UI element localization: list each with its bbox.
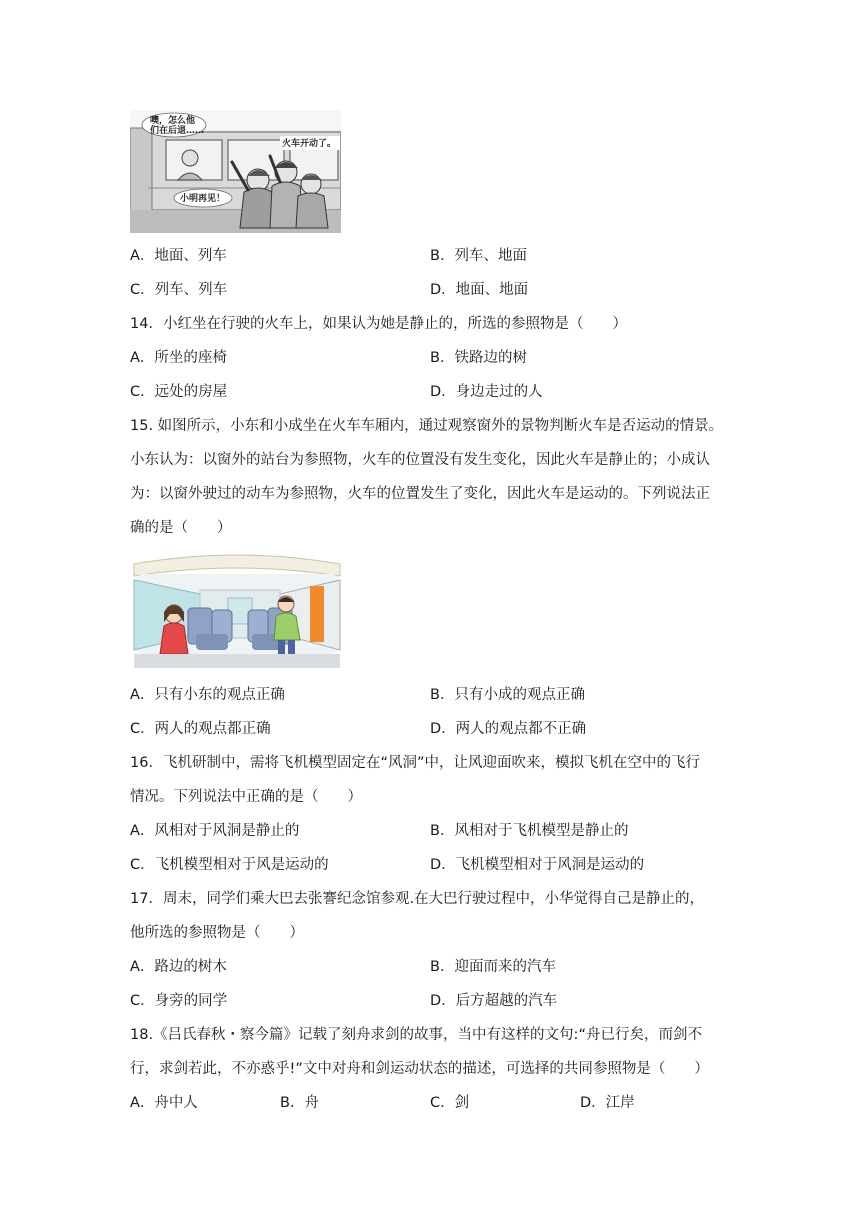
q17-option-c: C．身旁的同学 (130, 993, 228, 1009)
q16-option-b: B．风相对于飞机模型是静止的 (430, 823, 629, 839)
q16-option-d: D．飞机模型相对于风洞是运动的 (430, 857, 645, 873)
q18-stem-line2: 行，求剑若此，不亦惑乎!”文中对舟和剑运动状态的描述，可选择的共同参照物是（ ） (130, 1061, 709, 1077)
q13-option-b: B．列车、地面 (430, 248, 527, 264)
q14-option-d: D．身边走过的人 (430, 384, 543, 400)
q14-stem: 14．小红坐在行驶的火车上，如果认为她是静止的，所选的参照物是（ ） (130, 316, 627, 332)
q17-option-b: B．迎面而来的汽车 (430, 959, 556, 975)
q17-stem-line2: 他所选的参照物是（ ） (130, 925, 304, 941)
q18-option-a: A．舟中人 (130, 1095, 198, 1111)
q15-stem-line1: 15. 如图所示，小东和小成坐在火车车厢内，通过观察窗外的景物判断火车是否运动的情景。 (130, 418, 724, 434)
q15-stem-line4: 确的是（ ） (130, 520, 232, 536)
bubble-right: 火车开动了。 (282, 139, 337, 149)
q15-option-b: B．只有小成的观点正确 (430, 687, 585, 703)
q17-stem-line1: 17．周末，同学们乘大巴去张謇纪念馆参观.在大巴行驶过程中，小华觉得自己是静止的， (130, 891, 705, 907)
q15-stem-line2: 小东认为：以窗外的站台为参照物，火车的位置没有发生变化，因此火车是静止的；小成认 (130, 452, 710, 468)
q14-option-b: B．铁路边的树 (430, 350, 527, 366)
q14-option-a: A．所坐的座椅 (130, 350, 227, 366)
q15-option-c: C．两人的观点都正确 (130, 721, 271, 737)
q13-option-a: A．地面、列车 (130, 248, 227, 264)
q15-stem-line3: 为：以窗外驶过的动车为参照物，火车的位置发生了变化，因此火车是运动的。下列说法正 (130, 486, 710, 502)
q13-option-c: C．列车、列车 (130, 282, 228, 298)
bubble-left-line2: 们在后退…… (150, 126, 205, 136)
q18-option-d: D．江岸 (580, 1095, 635, 1111)
q18-option-c: C．剑 (430, 1095, 470, 1111)
train-carriage-illustration (130, 550, 344, 671)
q16-stem-line1: 16．飞机研制中，需将飞机模型固定在“风洞”中，让风迎面吹来，模拟飞机在空中的飞行 (130, 755, 700, 771)
bubble-bottom: 小明再见！ (180, 194, 226, 204)
q14-option-c: C．远处的房屋 (130, 384, 228, 400)
q18-stem-line1: 18.《吕氏春秋・察今篇》记载了刻舟求剑的故事，当中有这样的文句:“舟已行矣，而剑不 (130, 1027, 702, 1043)
q17-option-a: A．路边的树木 (130, 959, 227, 975)
q18-option-b: B．舟 (280, 1095, 319, 1111)
q16-option-c: C．飞机模型相对于风是运动的 (130, 857, 329, 873)
train-departure-illustration (130, 110, 341, 233)
q15-option-a: A．只有小东的观点正确 (130, 687, 285, 703)
q15-option-d: D．两人的观点都不正确 (430, 721, 587, 737)
q16-option-a: A．风相对于风洞是静止的 (130, 823, 300, 839)
q17-option-d: D．后方超越的汽车 (430, 993, 558, 1009)
bubble-left-line1: 噢，怎么他 (150, 116, 196, 126)
q16-stem-line2: 情况。下列说法中正确的是（ ） (130, 789, 362, 805)
q13-option-d: D．地面、地面 (430, 282, 529, 298)
